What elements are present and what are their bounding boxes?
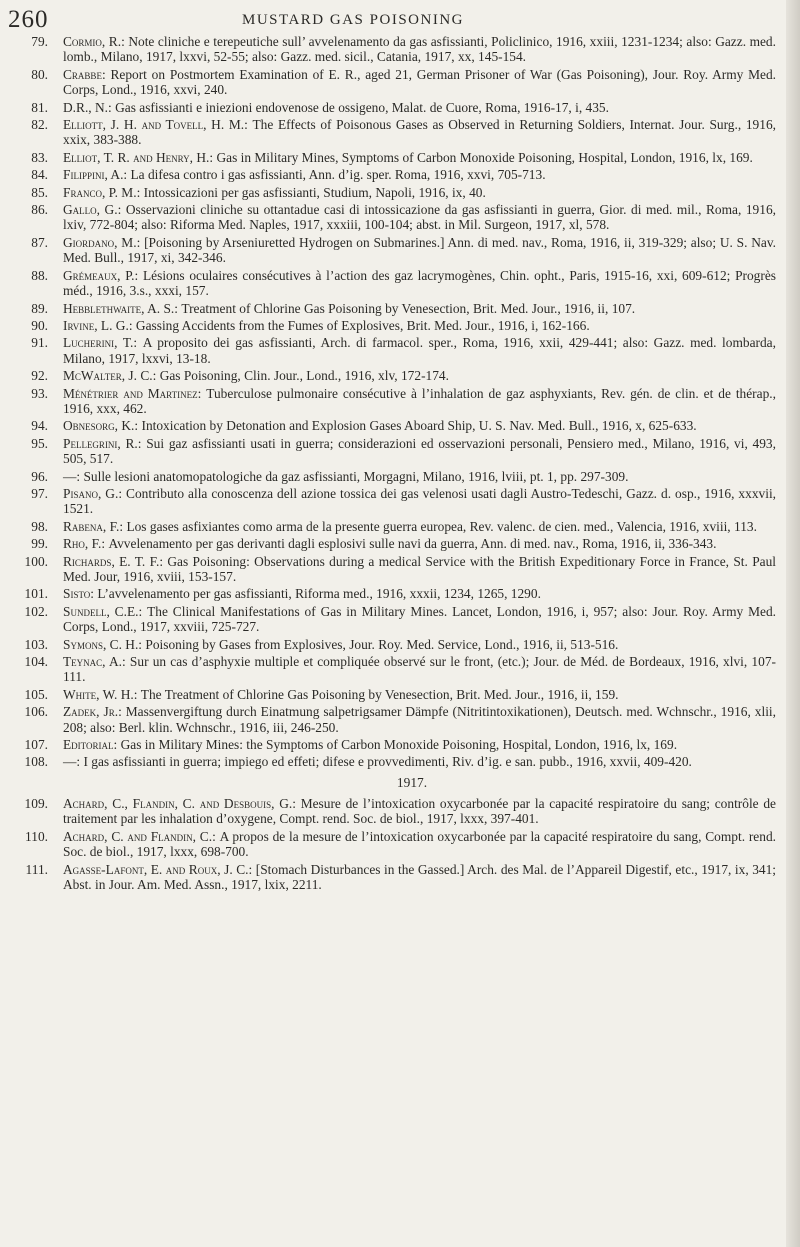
entry-citation: Mesure de l’intoxication oxycarbonée par la capacité respiratoire du sang; contrôle de traitement par les inhalation d’oxygene, Compt. rend. Soc. de biol., 1917, lxxx, 397-401. [63,795,776,827]
entry-author: Giordano, M. : [63,235,144,250]
entry-citation: Massenvergiftung durch Einatmung salpetrigsamer Dämpfe (Nitritintoxikationen), Deutsch. med. Wchnschr., 1916, xlii, 208; also: Berl. klin. Wchnschr., 1916, iii, 246-250. [63,704,776,735]
entry-number: 111 . [8,862,48,877]
entry-author: Teynac, A. : [63,654,130,669]
entry-number: 93 . [8,386,48,401]
entry-author: Crabbe : [63,67,110,82]
entry-author: Obnesorg, K. : [63,418,141,433]
bibliography-entry [8,754,776,769]
entry-number: 89 . [8,301,48,316]
bibliography-entry [8,268,776,299]
entry-author: Rabena, F. : [63,519,126,534]
entry-number: 97 . [8,486,48,501]
entry-author: White, W. H. : [63,687,141,702]
entry-author: Ménétrier and Martinez : [63,386,206,401]
entry-author: Richards, E. T. F. : [63,554,167,569]
entry-author: Elliott, J. H. and Tovell, H. M. : [63,117,253,132]
entry-citation: Gas asfissianti e iniezioni endovenose de ossigeno, Malat. de Cuore, Roma, 1916-17, i, 435. [115,99,609,115]
entry-citation: Avvelenamento per gas derivanti dagli esplosivi sulle navi da guerra, Ann. di med. nav., Roma, 1916, ii, 336-343. [108,536,717,552]
entry-citation: Intossicazioni per gas asfissianti, Studium, Napoli, 1916, ix, 40. [143,184,486,200]
entry-citation: Gassing Accidents from the Fumes of Explosives, Brit. Med. Jour., 1916, i, 162-166. [135,317,590,333]
entry-number: 82 . [8,117,48,132]
bibliography-entry [8,202,776,233]
entry-number: 110 . [8,829,48,844]
bibliography-entry [8,737,776,752]
entry-citation: Osservazioni cliniche su ottantadue casi di intossicazione da gas asfissianti in guerra, Gior. di med. mil., Roma, 1916, lxiv, 772-804; also: Riforma Med. Naples, 1917, xxxiii, 100-104; abst. in Mil. Surgeon, 1917, xl, 578. [63,202,776,233]
page-number: 260 [8,6,49,33]
entry-citation: Lésions oculaires consécutives à l’action des gaz lacrymogènes, Chin. opht., Paris, 1915-16, xxi, 609-612; Progrès méd., 1916, 3.s., xxxi, 157. [63,267,776,299]
entry-number: 96 . [8,469,48,484]
entry-citation: Gas in Military Mines: the Symptoms of Carbon Monoxide Poisoning, Hospital, London, 1916, lx, 169. [120,737,678,753]
page-edge [786,0,800,1247]
entry-number: 92 . [8,368,48,383]
bibliography-entry [8,519,776,534]
entry-author: Achard, C. and Flandin, C. : [63,829,220,844]
entry-author: — : [63,754,83,769]
entry-author: Achard, C., Flandin, C. and Desbouis, G. : [63,796,301,811]
entry-citation: L’avvelenamento per gas asfissianti, Riforma med., 1916, xxxii, 1234, 1265, 1290. [97,586,541,602]
bibliography-entry [8,235,776,266]
entry-number: 83 . [8,150,48,165]
bibliography-entry [8,335,776,366]
bibliography-list [8,34,776,894]
entry-number: 86 . [8,202,48,217]
entry-citation: Tuberculose pulmonaire consécutive à l’inhalation de gaz asphyxiants, Rev. gén. de clin. et de thérap., 1916, xxx, 462. [63,385,776,416]
entry-author: — : [63,469,83,484]
entry-author: Elliot, T. R. and Henry, H. : [63,150,216,165]
entry-author: Franco, P. M. : [63,185,144,200]
entry-number: 105 . [8,687,48,702]
bibliography-entry [8,687,776,702]
bibliography-entry [8,100,776,115]
bibliography-entry [8,829,776,860]
bibliography-entry [8,386,776,417]
entry-number: 104 . [8,654,48,669]
entry-citation: Gas Poisoning, Clin. Jour., Lond., 1916, xlv, 172-174. [159,368,449,384]
bibliography-entry [8,469,776,484]
entry-number: 103 . [8,637,48,652]
entry-citation: Note cliniche e terepeutiche sull’ avvelenamento da gas asfissianti, Policlinico, 1916, xxiii, 1231-1234; also: Gazz. med. lomb., Milano, 1917, lxxvi, 52-55; also: Gazz. med. sicil., Catania, 1917, xx, 145-154. [63,34,776,65]
entry-author: Sisto : [63,586,97,601]
entry-number: 79 . [8,34,48,49]
bibliography-entry [8,117,776,148]
entry-citation: Contributo alla conoscenza dell azione tossica dei gas velenosi usati dagli Austro-Tedeschi, Gazz. d. osp., 1916, xxxvii, 1521. [63,485,777,517]
entry-citation: The Effects of Poisonous Gases as Observed in Returning Soldiers, Internat. Jour. Surg., 1916, xxix, 383-388. [63,117,776,148]
entry-author: Irvine, L. G. : [63,318,136,333]
bibliography-entry [8,167,776,182]
entry-citation: The Treatment of Chlorine Gas Poisoning by Venesection, Brit. Med. Jour., 1916, ii, 159. [140,686,619,702]
entry-number: 102 . [8,604,48,619]
bibliography-entry [8,536,776,551]
entry-author: Cormio, R. : [63,34,128,49]
bibliography-entry [8,637,776,652]
entry-author: Hebblethwaite, A. S. : [63,301,181,316]
entry-author: Filippini, A. : [63,167,131,182]
bibliography-entry [8,586,776,601]
entry-author: Editorial : [63,737,121,752]
entry-citation: [Stomach Disturbances in the Gassed.] Arch. des Mal. de l’Appareil Digestif, etc., 1917, ix, 341; Abst. in Jour. Am. Med. Assn., 1917, lxix, 2211. [63,861,777,892]
entry-citation: Gas in Military Mines, Symptoms of Carbon Monoxide Poisoning, Hospital, London, 1916, lx, 169. [216,149,753,165]
entry-citation: Sulle lesioni anatomopatologiche da gaz asfissianti, Morgagni, Milano, 1916, lviii, pt. 1, pp. 297-309. [83,468,629,484]
entry-author: Rho, F. : [63,536,108,551]
entry-citation: La difesa contro i gas asfissianti, Ann. d’ig. sper. Roma, 1916, xxvi, 705-713. [130,167,546,183]
bibliography-entry [8,150,776,165]
entry-number: 91 . [8,335,48,350]
bibliography-entry [8,796,776,827]
entry-number: 88 . [8,268,48,283]
entry-number: 108 . [8,754,48,769]
entry-author: Zadek, Jr. : [63,704,126,719]
entry-author: Grémeaux, P. : [63,268,143,283]
bibliography-entry [8,34,776,65]
entry-number: 87 . [8,235,48,250]
entry-number: 106 . [8,704,48,719]
entry-number: 101 . [8,586,48,601]
entry-citation: Sui gaz asfissianti usati in guerra; considerazioni ed osservazioni personali, Pensiero med., Milano, 1916, vi, 493, 505, 517. [63,435,776,467]
entry-author: Pellegrini, R. : [63,436,146,451]
bibliography-entry [8,654,776,685]
bibliography-entry [8,67,776,98]
entry-number: 85 . [8,185,48,200]
bibliography-entry [8,554,776,585]
entry-citation: The Clinical Manifestations of Gas in Military Mines. Lancet, London, 1916, i, 957; also: Jour. Roy. Army Med. Corps, Lond., 1917, xxviii, 725-727. [63,603,776,635]
entry-number: 109 . [8,796,48,811]
entry-citation: [Poisoning by Arseniuretted Hydrogen on Submarines.] Ann. di med. nav., Roma, 1916, ii, 319-329; also; U. S. Nav. Med. Bull., 1917, xi, 342-346. [63,234,776,266]
bibliography-entry [8,704,776,735]
entry-author: Pisano, G. : [63,486,126,501]
entry-number: 98 . [8,519,48,534]
entry-citation: Poisoning by Gases from Explosives, Jour. Roy. Med. Service, Lond., 1916, ii, 513-516. [145,636,619,652]
bibliography-entry [8,436,776,467]
entry-citation: Sur un cas d’asphyxie multiple et compliquée observé sur le front, (etc.); Jour. de Méd. de Bordeaux, 1916, xlvi, 107-111. [63,654,776,685]
running-title: MUSTARD GAS POISONING [242,12,464,28]
entry-number: 107 . [8,737,48,752]
bibliography-entry [8,418,776,433]
bibliography-entry [8,301,776,316]
bibliography-entry [8,368,776,383]
bibliography-entry [8,862,776,893]
entry-number: 84 . [8,167,48,182]
entry-citation: A proposito dei gas asfissianti, Arch. di farmacol. sper., Roma, 1916, xxii, 429-441; also: Gazz. med. lombarda, Milano, 1917, lxxvi, 13-18. [63,335,776,366]
entry-citation: Intoxication by Detonation and Explosion Gases Aboard Ship, U. S. Nav. Med. Bull., 1916, x, 625-633. [141,418,697,434]
entry-author: McWalter, J. C. : [63,368,160,383]
bibliography-entry [8,604,776,635]
entry-number: 80 . [8,67,48,82]
entry-author: Sundell, C.E. : [63,604,147,619]
entry-citation: I gas asfissianti in guerra; impiego ed effeti; difese e provvedimenti, Riv. d’ig. e san. pubb., 1916, xxvii, 409-420. [83,754,692,770]
bibliography-entry [8,318,776,333]
entry-number: 95 . [8,436,48,451]
year-heading: 1917. [396,774,428,790]
entry-number: 99 . [8,536,48,551]
entry-number: 81 . [8,100,48,115]
bibliography-entry [8,185,776,200]
entry-citation: A propos de la mesure de l’intoxication oxycarbonée par la capacité respiratoire du sang, Compt. rend. Soc. de biol., 1917, lxxx, 698-700. [63,828,776,860]
entry-number: 100 . [8,554,48,569]
entry-citation: Treatment of Chlorine Gas Poisoning by Venesection, Brit. Med. Jour., 1916, ii, 107. [181,300,636,316]
page-header [6,6,786,36]
entry-author: Gallo, G. : [63,202,126,217]
entry-author: Lucherini, T. : [63,335,143,350]
entry-number: 94 . [8,418,48,433]
entry-author: D.R., N. : [63,100,115,115]
entry-author: Symons, C. H. : [63,637,145,652]
bibliography-entry [8,486,776,517]
entry-author: Agasse-Lafont, E. and Roux, J. C. : [63,862,256,877]
entry-citation: Los gases asfixiantes como arma de la presente guerra europea, Rev. valenc. de cien. med., Valencia, 1916, xviii, 113. [126,518,757,534]
entry-citation: Report on Postmortem Examination of E. R., aged 21, German Prisoner of War (Gas Poisoning), Jour. Roy. Army Med. Corps, Lond., 1916, xxvi, 240. [63,66,777,98]
entry-citation: Gas Poisoning: Observations during a medical Service with the British Expeditionary Force in France, St. Paul Med. Jour, 1916, xviii, 153-157. [63,553,777,584]
entry-number: 90 . [8,318,48,333]
